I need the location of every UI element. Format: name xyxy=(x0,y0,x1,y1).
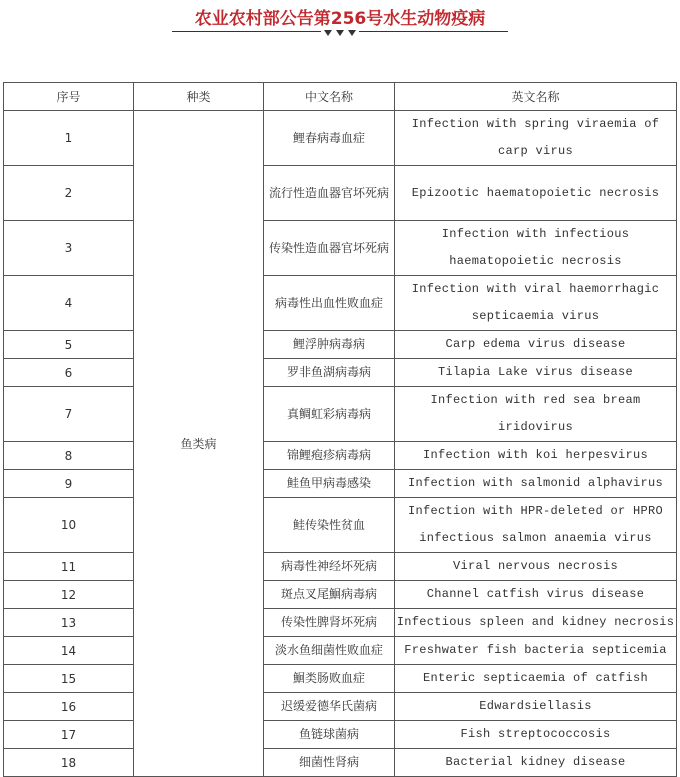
chinese-name: 流行性造血器官坏死病 xyxy=(264,166,395,221)
english-name: Infection with infectious haematopoietic necrosis xyxy=(395,221,677,276)
row-index: 7 xyxy=(4,387,134,442)
table-row xyxy=(4,749,677,777)
table-row xyxy=(4,359,677,387)
table-row xyxy=(4,721,677,749)
table-row xyxy=(4,581,677,609)
row-index: 18 xyxy=(4,749,134,777)
table-row xyxy=(4,470,677,498)
row-index: 1 xyxy=(4,111,134,166)
english-name: Fish streptococcosis xyxy=(395,721,677,749)
table-row xyxy=(4,665,677,693)
english-name: Epizootic haematopoietic necrosis xyxy=(395,166,677,221)
column-header-chinese-name: 中文名称 xyxy=(264,83,395,111)
row-index: 11 xyxy=(4,553,134,581)
column-header-category: 种类 xyxy=(134,83,264,111)
row-index: 13 xyxy=(4,609,134,637)
english-name: Infection with salmonid alphavirus xyxy=(395,470,677,498)
chinese-name: 罗非鱼湖病毒病 xyxy=(264,359,395,387)
chinese-name: 细菌性肾病 xyxy=(264,749,395,777)
english-name: Enteric septicaemia of catfish xyxy=(395,665,677,693)
chinese-name: 鱼链球菌病 xyxy=(264,721,395,749)
english-name: Bacterial kidney disease xyxy=(395,749,677,777)
english-name: Freshwater fish bacteria septicemia xyxy=(395,637,677,665)
chinese-name: 病毒性出血性败血症 xyxy=(264,276,395,331)
chinese-name: 病毒性神经坏死病 xyxy=(264,553,395,581)
column-header-english-name: 英文名称 xyxy=(395,83,677,111)
category-cell: 鱼类病 xyxy=(134,111,264,777)
row-index: 9 xyxy=(4,470,134,498)
table-row xyxy=(4,693,677,721)
chinese-name: 鮰类肠败血症 xyxy=(264,665,395,693)
english-name: Infection with koi herpesvirus xyxy=(395,442,677,470)
english-name: Viral nervous necrosis xyxy=(395,553,677,581)
english-name: Infection with spring viraemia of carp virus xyxy=(395,111,677,166)
chinese-name: 鲤春病毒血症 xyxy=(264,111,395,166)
english-name: Edwardsiellasis xyxy=(395,693,677,721)
table-row xyxy=(4,111,677,166)
english-name: Infection with red sea bream iridovirus xyxy=(395,387,677,442)
english-name: Infectious spleen and kidney necrosis xyxy=(395,609,677,637)
chinese-name: 淡水鱼细菌性败血症 xyxy=(264,637,395,665)
row-index: 2 xyxy=(4,166,134,221)
row-index: 12 xyxy=(4,581,134,609)
row-index: 3 xyxy=(4,221,134,276)
chinese-name: 真鲷虹彩病毒病 xyxy=(264,387,395,442)
chevron-divider-icon xyxy=(321,29,359,38)
row-index: 4 xyxy=(4,276,134,331)
chinese-name: 迟缓爱德华氏菌病 xyxy=(264,693,395,721)
page-title: 农业农村部公告第256号水生动物疫病 xyxy=(194,9,486,29)
row-index: 17 xyxy=(4,721,134,749)
row-index: 15 xyxy=(4,665,134,693)
row-index: 16 xyxy=(4,693,134,721)
english-name: Infection with viral haemorrhagic septicaemia virus xyxy=(395,276,677,331)
english-name: Infection with HPR-deleted or HPRO infectious salmon anaemia virus xyxy=(395,498,677,553)
table-header-row xyxy=(4,83,677,111)
column-header-index: 序号 xyxy=(4,83,134,111)
table-row xyxy=(4,553,677,581)
table-row xyxy=(4,609,677,637)
row-index: 14 xyxy=(4,637,134,665)
table-row xyxy=(4,637,677,665)
table-row xyxy=(4,166,677,221)
disease-table xyxy=(3,82,677,777)
table-row xyxy=(4,387,677,442)
table-row xyxy=(4,442,677,470)
chinese-name: 鲑鱼甲病毒感染 xyxy=(264,470,395,498)
chinese-name: 传染性造血器官坏死病 xyxy=(264,221,395,276)
table-row xyxy=(4,331,677,359)
row-index: 8 xyxy=(4,442,134,470)
chinese-name: 斑点叉尾鮰病毒病 xyxy=(264,581,395,609)
chinese-name: 传染性脾肾坏死病 xyxy=(264,609,395,637)
table-row xyxy=(4,276,677,331)
chinese-name: 鲑传染性贫血 xyxy=(264,498,395,553)
row-index: 10 xyxy=(4,498,134,553)
table-row xyxy=(4,221,677,276)
english-name: Channel catfish virus disease xyxy=(395,581,677,609)
table-row xyxy=(4,498,677,553)
row-index: 5 xyxy=(4,331,134,359)
english-name: Tilapia Lake virus disease xyxy=(395,359,677,387)
chinese-name: 锦鲤疱疹病毒病 xyxy=(264,442,395,470)
chinese-name: 鲤浮肿病毒病 xyxy=(264,331,395,359)
row-index: 6 xyxy=(4,359,134,387)
english-name: Carp edema virus disease xyxy=(395,331,677,359)
title-divider xyxy=(172,30,508,40)
